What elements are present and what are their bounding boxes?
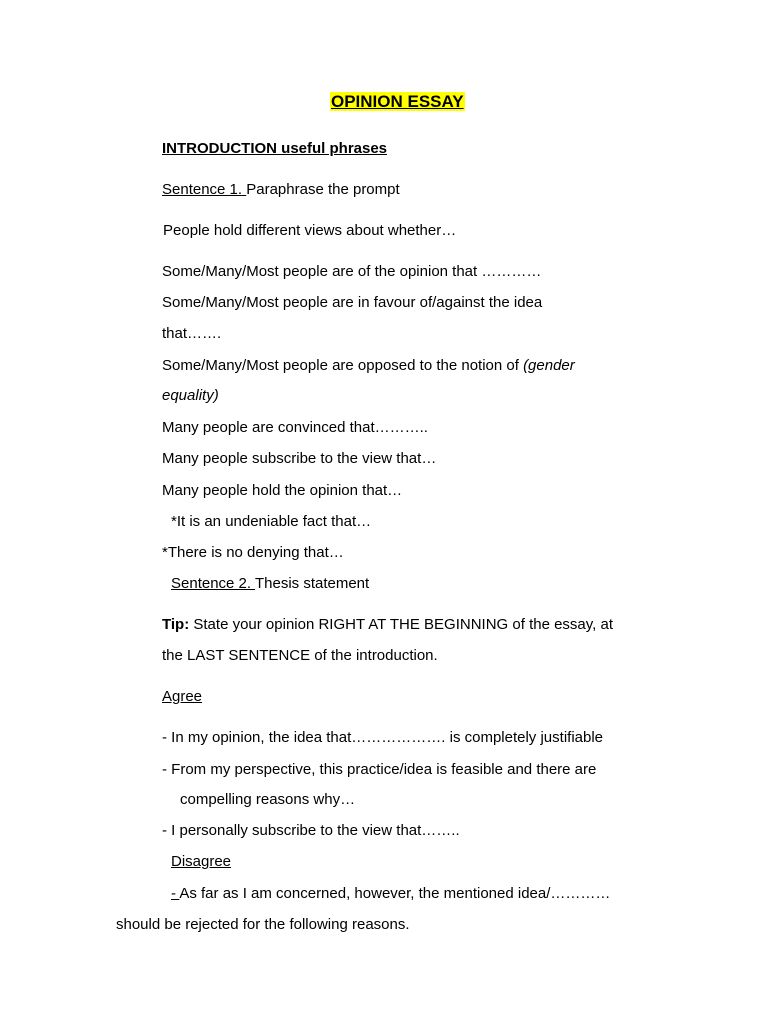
sentence1-text: Paraphrase the prompt <box>246 181 400 198</box>
document-title <box>330 92 465 113</box>
agree-phrase-2-cont: compelling reasons why… <box>180 791 356 808</box>
disagree-phrase-1 <box>171 884 610 904</box>
sentence2-text: Thesis statement <box>254 575 370 592</box>
sentence2-line <box>171 574 369 594</box>
agree-phrase-1: - In my opinion, the idea that………………. is completely justifiable <box>162 729 604 746</box>
agree-phrase-2: - From my perspective, this practice/idea is feasible and there are <box>162 761 597 778</box>
sentence1-line <box>162 180 400 200</box>
phrase-opposed-cont: equality) <box>162 387 219 404</box>
disagree-dash: - <box>171 885 180 902</box>
phrase-no-denying: *There is no denying that… <box>162 544 344 561</box>
disagree-phrase-1-cont: should be rejected for the following reasons. <box>116 916 410 933</box>
phrase-opposed-italic: (gender <box>523 357 575 374</box>
phrase-opposed <box>162 356 575 376</box>
title-highlight: OPINION ESSAY <box>331 92 464 111</box>
phrase-hold-opinion: Many people hold the opinion that… <box>162 482 403 499</box>
people-hold-line: People hold different views about whether… <box>163 222 457 239</box>
tip-line-2: the LAST SENTENCE of the introduction. <box>162 647 438 664</box>
agree-heading: Agree <box>162 688 203 705</box>
phrase-opinion: Some/Many/Most people are of the opinion that ………… <box>162 263 542 280</box>
phrase-opposed-text: Some/Many/Most people are opposed to the notion of <box>162 357 524 374</box>
agree-phrase-3: - I personally subscribe to the view that…….. <box>162 822 460 839</box>
intro-heading: INTRODUCTION useful phrases <box>162 140 388 157</box>
tip-text: State your opinion RIGHT AT THE BEGINNING of the essay, at <box>189 616 614 633</box>
phrase-favour-cont: that……. <box>162 325 222 342</box>
phrase-undeniable: *It is an undeniable fact that… <box>171 513 372 530</box>
disagree-heading: Disagree <box>171 853 232 870</box>
phrase-convinced: Many people are convinced that……….. <box>162 419 428 436</box>
phrase-favour: Some/Many/Most people are in favour of/against the idea <box>162 294 543 311</box>
sentence1-label: Sentence 1. <box>162 181 247 198</box>
sentence2-label: Sentence 2. <box>171 575 255 592</box>
tip-line-1 <box>162 615 613 635</box>
tip-label: Tip: <box>162 616 190 633</box>
phrase-subscribe: Many people subscribe to the view that… <box>162 450 437 467</box>
disagree-text: As far as I am concerned, however, the mentioned idea/………… <box>179 885 611 902</box>
